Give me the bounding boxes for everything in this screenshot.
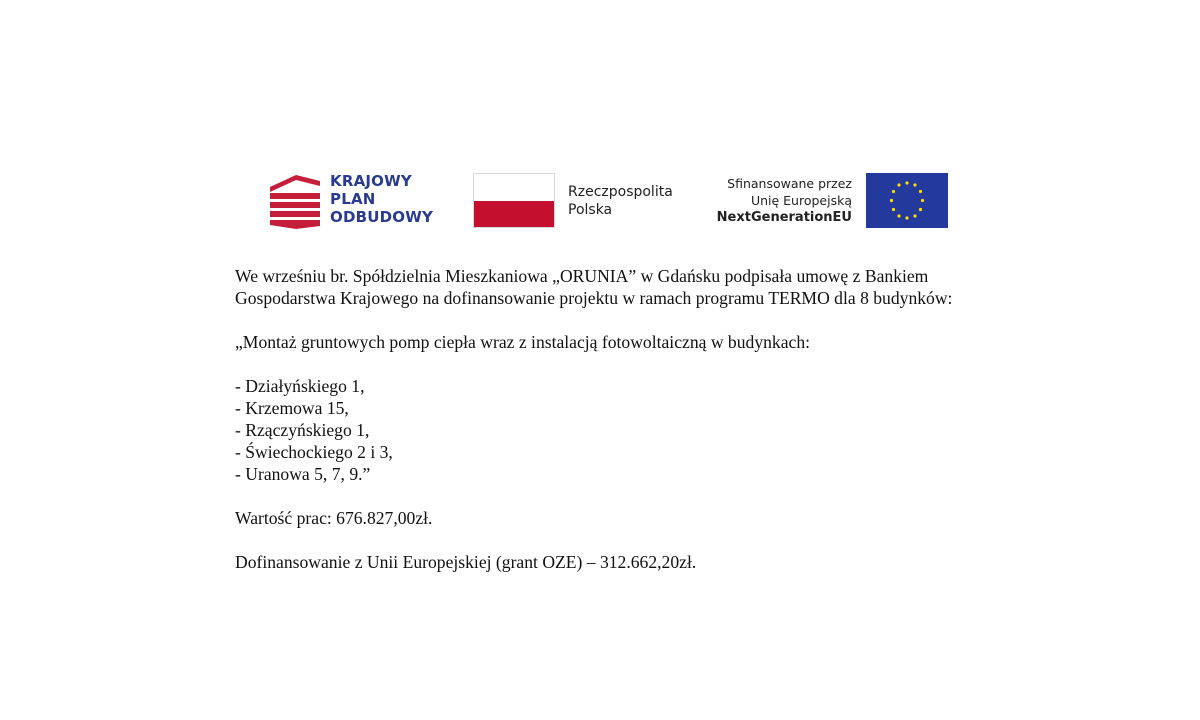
rzeczpospolita-logo (473, 173, 683, 229)
eu-line-1: Sfinansowane przez (727, 176, 852, 191)
intro-paragraph: We wrześniu br. Spółdzielnia Mieszkaniowa „ORUNIA” w Gdańsku podpisała umowę z Bankiem Gospodarstwa Krajowego na dofinansowanie projektu w ramach programu TERMO dla 8 budynków: (235, 266, 953, 308)
list-item: - Krzemowa 15, (235, 398, 349, 418)
article-body (235, 265, 975, 573)
kpo-logo (268, 170, 443, 232)
project-title: „Montaż gruntowych pomp ciepła wraz z instalacją fotowoltaiczną w budynkach: (235, 332, 811, 352)
list-item: - Działyńskiego 1, (235, 376, 365, 396)
eu-grant-value: Dofinansowanie z Unii Europejskiej (grant OZE) – 312.662,20zł. (235, 552, 697, 572)
eu-line-2: Unię Europejską (750, 193, 852, 208)
eu-line-3: NextGenerationEU (716, 210, 852, 225)
polish-flag-icon (473, 173, 555, 228)
kpo-line-1: KRAJOWY (330, 172, 412, 190)
list-item: - Uranowa 5, 7, 9.” (235, 464, 371, 484)
funding-logos (268, 170, 948, 232)
kpo-line-2: PLAN (330, 190, 376, 208)
list-item: - Rzączyńskiego 1, (235, 420, 370, 440)
eu-logo (708, 173, 948, 229)
eu-flag-icon (866, 173, 948, 228)
work-value: Wartość prac: 676.827,00zł. (235, 508, 433, 528)
rp-line-1: Rzeczpospolita (568, 184, 673, 200)
kpo-stripes-icon (270, 173, 322, 229)
list-item: - Świechockiego 2 i 3, (235, 442, 393, 462)
kpo-line-3: ODBUDOWY (330, 208, 434, 226)
building-list (235, 375, 975, 485)
rp-line-2: Polska (568, 202, 613, 218)
